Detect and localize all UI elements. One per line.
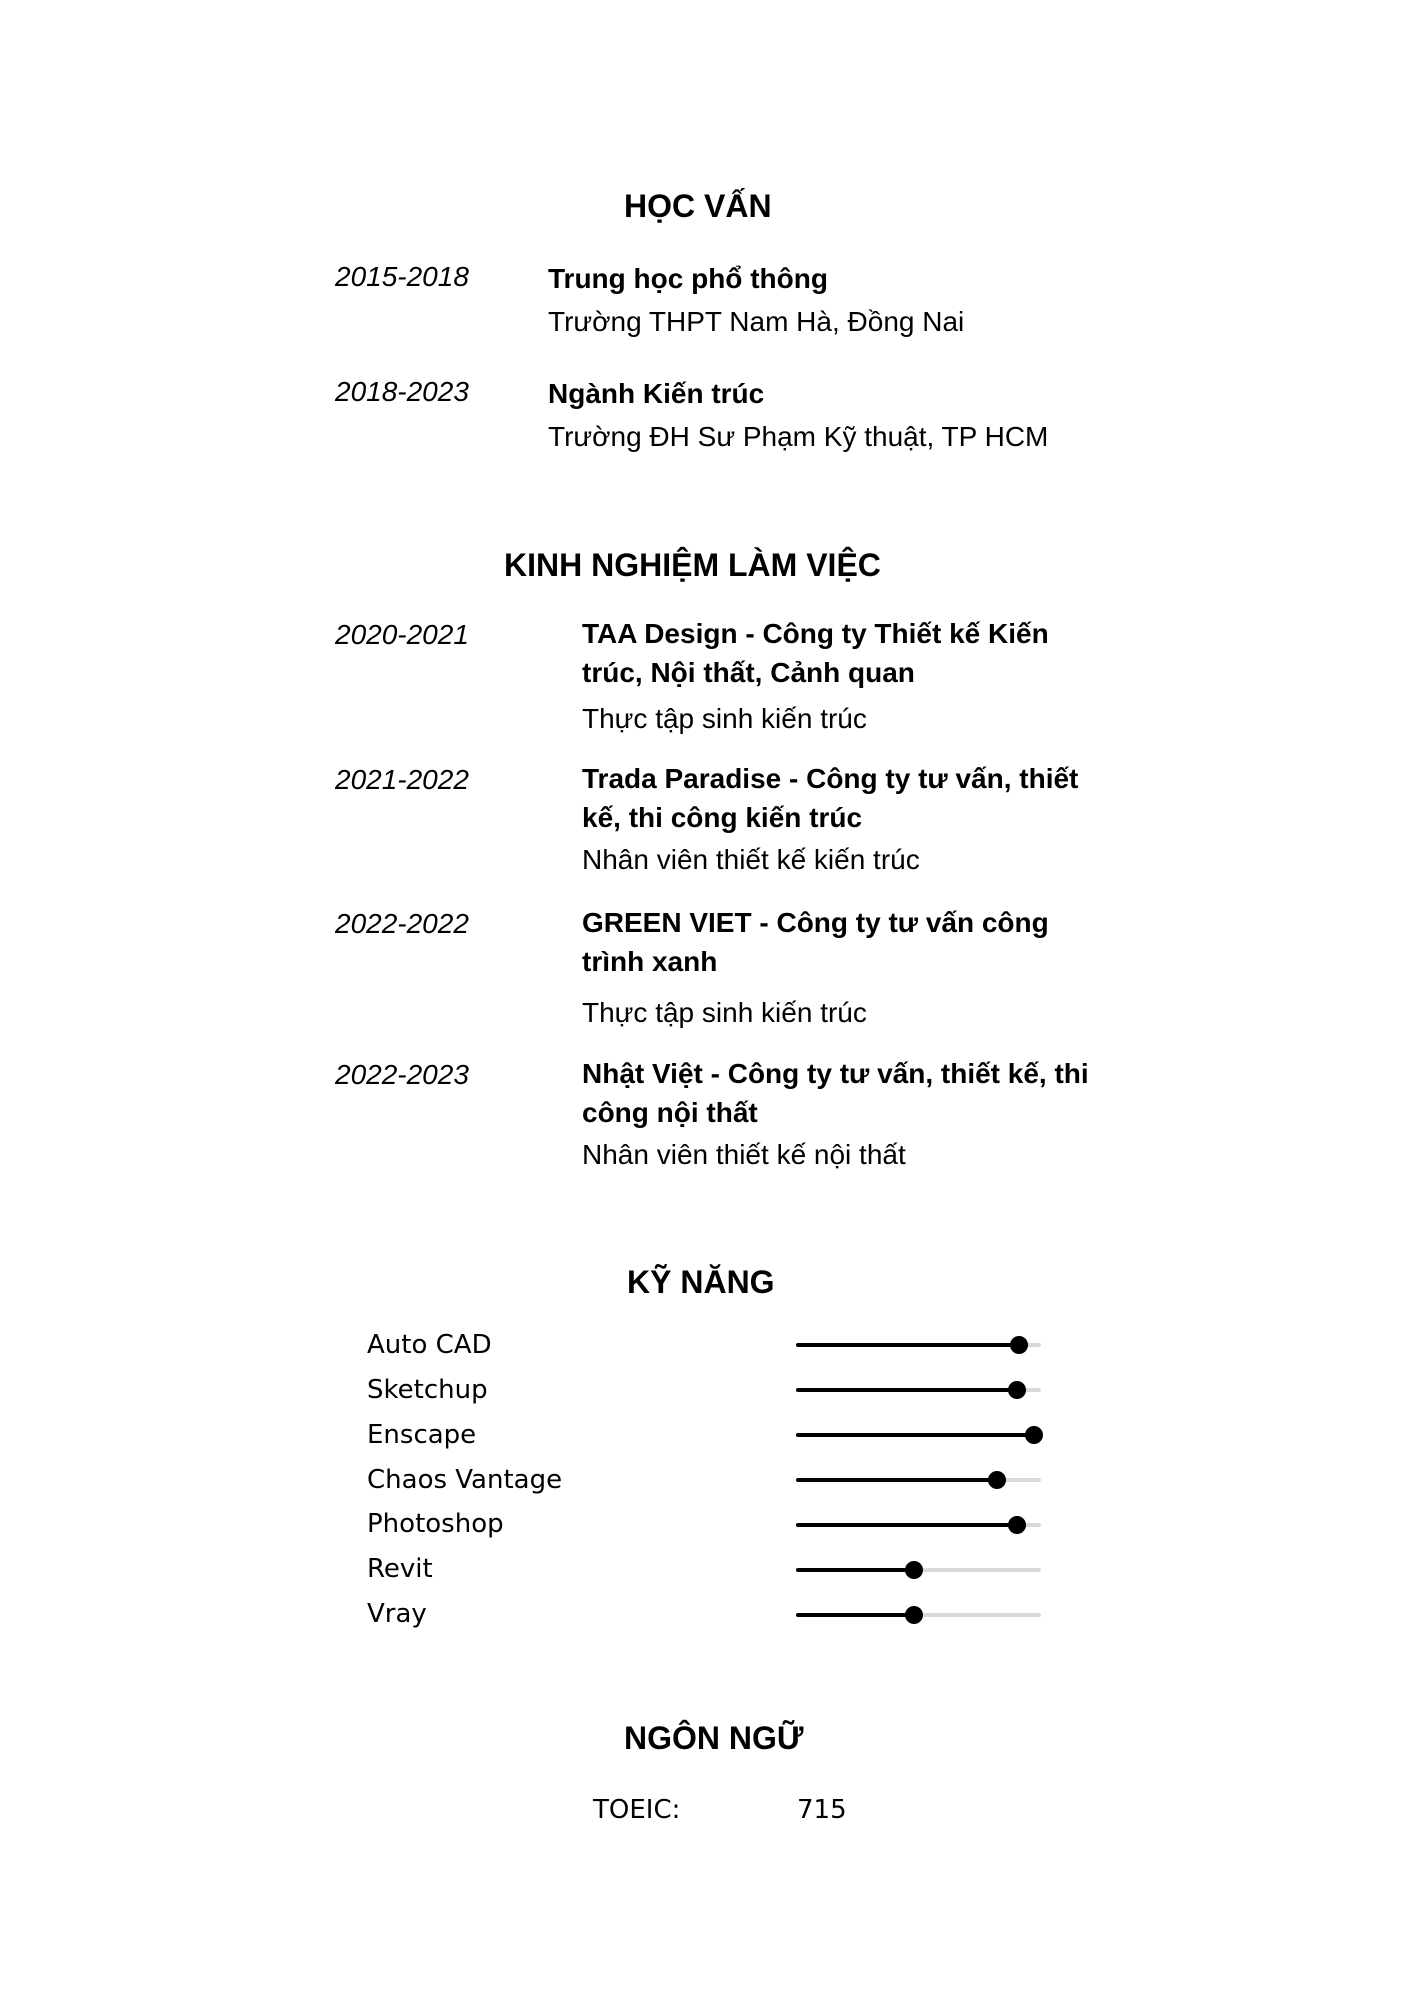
skill-slider (796, 1523, 1041, 1527)
skill-slider-fill (796, 1613, 914, 1617)
skill-name: Sketchup (367, 1375, 488, 1405)
skill-slider-fill (796, 1568, 914, 1572)
experience-company: TAA Design - Công ty Thiết kế Kiến trúc, Nội thất, Cảnh quan (582, 618, 1049, 688)
skills-heading: KỸ NĂNG (627, 1264, 775, 1300)
education-years: 2015-2018 (335, 261, 469, 292)
experience-years: 2022-2022 (335, 908, 469, 939)
experience-heading: KINH NGHIỆM LÀM VIỆC (504, 547, 881, 583)
skill-slider (796, 1388, 1041, 1392)
education-title: Ngành Kiến trúc (548, 378, 765, 409)
skill-slider-knob (1010, 1336, 1028, 1354)
experience-company: Nhật Việt - Công ty tư vấn, thiết kế, thi công nội thất (582, 1058, 1089, 1128)
skill-slider-knob (988, 1471, 1006, 1489)
skill-slider-knob (1025, 1426, 1043, 1444)
education-title: Trung học phổ thông (548, 263, 828, 294)
skill-slider (796, 1613, 1041, 1617)
education-years: 2018-2023 (335, 376, 469, 407)
skill-slider (796, 1433, 1041, 1437)
education-school: Trường ĐH Sư Phạm Kỹ thuật, TP HCM (548, 421, 1049, 452)
skill-slider (796, 1478, 1041, 1482)
skill-slider-knob (905, 1561, 923, 1579)
skill-name: Auto CAD (367, 1330, 492, 1360)
skill-name: Vray (367, 1599, 427, 1629)
education-heading: HỌC VẤN (624, 188, 772, 224)
experience-years: 2022-2023 (335, 1059, 469, 1090)
skill-slider-knob (1008, 1516, 1026, 1534)
languages-heading: NGÔN NGỮ (624, 1720, 804, 1756)
experience-years: 2020-2021 (335, 619, 469, 650)
skill-slider-knob (905, 1606, 923, 1624)
education-school: Trường THPT Nam Hà, Đồng Nai (548, 306, 965, 337)
skill-slider-fill (796, 1433, 1034, 1437)
skill-name: Enscape (367, 1420, 477, 1450)
skill-slider-fill (796, 1523, 1017, 1527)
experience-company: Trada Paradise - Công ty tư vấn, thiết kế, thi công kiến trúc (582, 763, 1079, 833)
skill-name: Photoshop (367, 1509, 504, 1539)
language-label: TOEIC: (593, 1795, 681, 1825)
experience-company: GREEN VIET - Công ty tư vấn công trình xanh (582, 907, 1049, 977)
skill-slider-fill (796, 1388, 1017, 1392)
experience-years: 2021-2022 (335, 764, 469, 795)
skill-slider-knob (1008, 1381, 1026, 1399)
skill-name: Chaos Vantage (367, 1465, 563, 1495)
experience-role: Thực tập sinh kiến trúc (582, 997, 867, 1028)
skill-slider-fill (796, 1478, 997, 1482)
skill-slider (796, 1568, 1041, 1572)
experience-role: Thực tập sinh kiến trúc (582, 703, 867, 734)
experience-role: Nhân viên thiết kế kiến trúc (582, 844, 920, 875)
experience-role: Nhân viên thiết kế nội thất (582, 1139, 906, 1170)
skill-slider-fill (796, 1343, 1019, 1347)
language-score: 715 (797, 1795, 847, 1825)
skill-slider (796, 1343, 1041, 1347)
skill-name: Revit (367, 1554, 433, 1584)
